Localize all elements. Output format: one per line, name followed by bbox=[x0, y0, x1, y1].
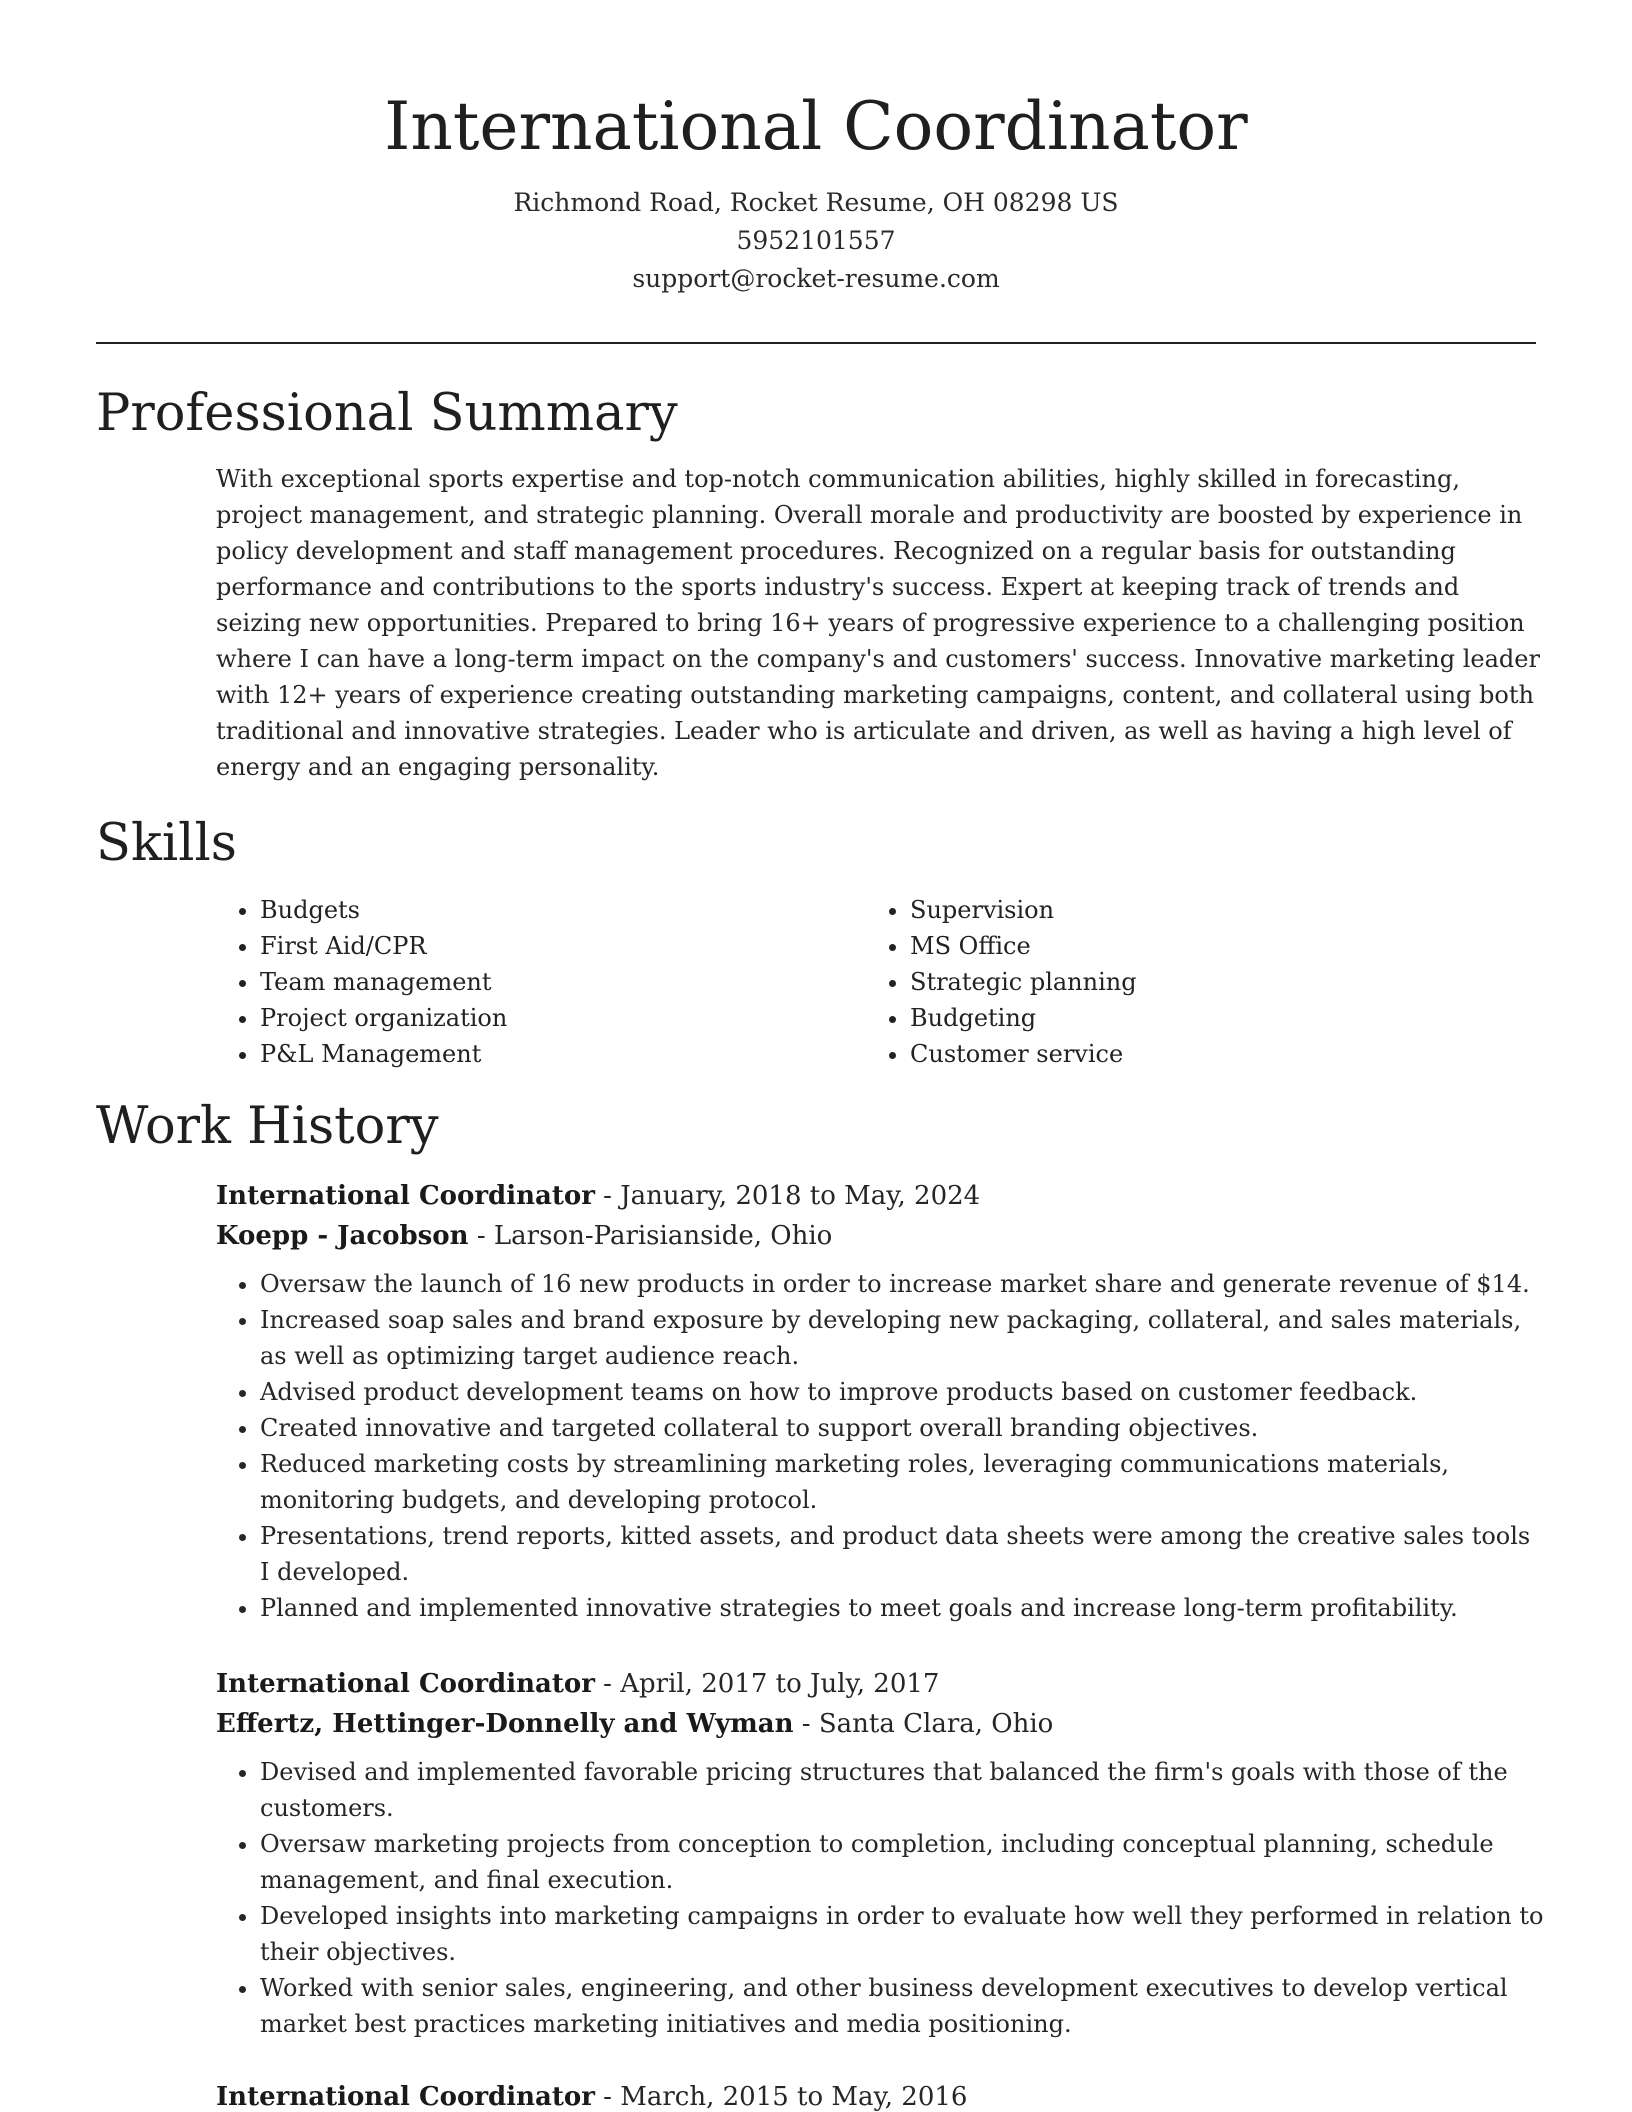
job-company-line bbox=[216, 1704, 1546, 1744]
contact-address: Richmond Road, Rocket Resume, OH 08298 US bbox=[513, 188, 1119, 217]
contact-phone: 5952101557 bbox=[736, 226, 896, 255]
job-location: Santa Clara, Ohio bbox=[818, 1709, 1054, 1739]
job-bullet: • Advised product development teams on how to improve products based on customer feedback. bbox=[260, 1374, 1546, 1410]
job-bullet: • Devised and implemented favorable pricing structures that balanced the firm's goals with those of the customers. bbox=[260, 1754, 1546, 1826]
job-title-line bbox=[216, 1664, 1546, 1704]
contact-email: support@rocket-resume.com bbox=[632, 264, 1000, 293]
job-role: International Coordinator bbox=[216, 1669, 595, 1699]
job-location: Larson-Parisianside, Ohio bbox=[493, 1221, 833, 1251]
job-entry bbox=[216, 1176, 1546, 1626]
job-dates: April, 2017 to July, 2017 bbox=[620, 1669, 940, 1699]
resume-header bbox=[0, 0, 1632, 298]
skill-item: • Customer service bbox=[910, 1036, 1516, 1072]
job-role: International Coordinator bbox=[216, 2082, 595, 2112]
job-bullet: • Increased soap sales and brand exposure by developing new packaging, collateral, and sales materials, as well as optimizing target audience reach. bbox=[260, 1302, 1546, 1374]
job-bullet: • Created innovative and targeted collateral to support overall branding objectives. bbox=[260, 1410, 1546, 1446]
job-bullet: • Presentations, trend reports, kitted assets, and product data sheets were among the creative sales tools I developed. bbox=[260, 1518, 1546, 1590]
header-divider bbox=[96, 342, 1536, 344]
job-role: International Coordinator bbox=[216, 1181, 595, 1211]
skills-list bbox=[216, 892, 1516, 1072]
separator: - bbox=[801, 1709, 819, 1739]
job-company-line bbox=[216, 1216, 1546, 1256]
job-bullet: • Oversaw the launch of 16 new products in order to increase market share and generate revenue of $14. bbox=[260, 1266, 1546, 1302]
skill-item: • Team management bbox=[260, 964, 866, 1000]
skill-item: • Project organization bbox=[260, 1000, 866, 1036]
skill-item: • First Aid/CPR bbox=[260, 928, 866, 964]
skill-item: • MS Office bbox=[910, 928, 1516, 964]
job-dates: January, 2018 to May, 2024 bbox=[620, 1181, 981, 1211]
section-title-work-history: Work History bbox=[96, 1097, 439, 1156]
skills-column-left bbox=[216, 892, 866, 1072]
separator: - bbox=[603, 1181, 621, 1211]
skill-item: • Budgeting bbox=[910, 1000, 1516, 1036]
skills-column-right bbox=[866, 892, 1516, 1072]
separator: - bbox=[603, 1669, 621, 1699]
job-bullet: • Planned and implemented innovative strategies to meet goals and increase long-term profitability. bbox=[260, 1590, 1546, 1626]
job-company: Koepp - Jacobson bbox=[216, 1221, 469, 1251]
summary-text: With exceptional sports expertise and top-notch communication abilities, highly skilled in forecasting, project management, and strategic planning. Overall morale and productivity are boosted by experience in policy development and staff management procedures. Recognized on a regular basis for outstanding performance and contributions to the sports industry's success. Expert at keeping track of trends and seizing new opportunities. Prepared to bring 16+ years of progressive experience to a challenging position where I can have a long-term impact on the company's and customers' success. Innovative marketing leader with 12+ years of experience creating outstanding marketing campaigns, content, and collateral using both traditional and innovative strategies. Leader who is articulate and driven, as well as having a high level of energy and an engaging personality. bbox=[216, 465, 1540, 781]
section-title-skills: Skills bbox=[96, 814, 237, 873]
skill-item: • Budgets bbox=[260, 892, 866, 928]
job-dates: March, 2015 to May, 2016 bbox=[620, 2082, 968, 2112]
candidate-name: International Coordinator bbox=[384, 88, 1248, 165]
job-title-line bbox=[216, 2077, 1546, 2112]
job-bullet: • Worked with senior sales, engineering, and other business development executives to develop vertical market best practices marketing initiatives and media positioning. bbox=[260, 1970, 1546, 2042]
job-bullet: • Oversaw marketing projects from conception to completion, including conceptual planning, schedule management, and final execution. bbox=[260, 1826, 1546, 1898]
separator: - bbox=[603, 2082, 621, 2112]
contact-block bbox=[0, 184, 1632, 298]
job-entry bbox=[216, 2077, 1546, 2112]
job-bullet: • Developed insights into marketing campaigns in order to evaluate how well they performed in relation to their objectives. bbox=[260, 1898, 1546, 1970]
skill-item: • Supervision bbox=[910, 892, 1516, 928]
job-bullets bbox=[216, 1754, 1546, 2042]
skill-item: • P&L Management bbox=[260, 1036, 866, 1072]
separator: - bbox=[476, 1221, 494, 1251]
job-title-line bbox=[216, 1176, 1546, 1216]
job-bullet: • Reduced marketing costs by streamlining marketing roles, leveraging communications materials, monitoring budgets, and developing protocol. bbox=[260, 1446, 1546, 1518]
skill-item: • Strategic planning bbox=[910, 964, 1516, 1000]
job-bullets bbox=[216, 1266, 1546, 1626]
section-title-summary: Professional Summary bbox=[96, 384, 678, 443]
job-entry bbox=[216, 1664, 1546, 2042]
job-company: Effertz, Hettinger-Donnelly and Wyman bbox=[216, 1709, 794, 1739]
